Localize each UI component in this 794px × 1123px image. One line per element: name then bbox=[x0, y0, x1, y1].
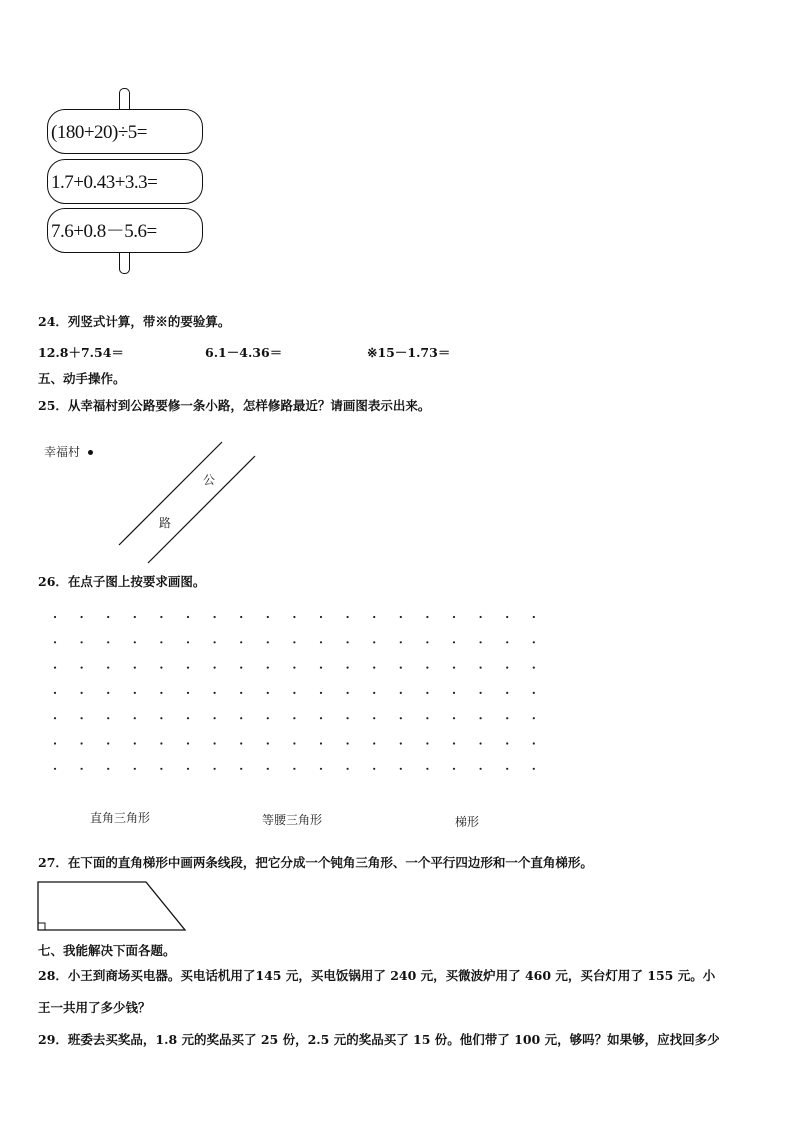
section-7-heading: 七、我能解决下面各题。 bbox=[38, 943, 176, 958]
q27-title: 27．在下面的直角梯形中画两条线段，把它分成一个钝角三角形、一个平行四边形和一个直角梯形。 bbox=[38, 855, 593, 870]
shape-label-isosceles-triangle: 等腰三角形 bbox=[262, 813, 323, 827]
road-char-1: 公 bbox=[203, 473, 216, 487]
q29-line-1: 29．班委去买奖品，1.8 元的奖品买了 25 份，2.5 元的奖品买了 15 份。他们带了 100 元，够吗？如果够，应找回多少 bbox=[38, 1032, 720, 1047]
q24-item-3: ※15－1.73＝ bbox=[367, 345, 451, 360]
skewer-expression-1: (180+20)÷5= bbox=[47, 109, 203, 154]
shape-label-right-triangle: 直角三角形 bbox=[90, 811, 151, 825]
skewer-expression-2: 1.7+0.43+3.3= bbox=[47, 159, 203, 204]
q28-line-1: 28．小王到商场买电器。买电话机用了145 元，买电饭锅用了 240 元，买微波炉用了 460 元，买台灯用了 155 元。小 bbox=[38, 968, 716, 983]
shape-label-trapezoid: 梯形 bbox=[455, 815, 480, 829]
q28-line-2: 王一共用了多少钱？ bbox=[38, 1000, 151, 1015]
q26-title: 26．在点子图上按要求画图。 bbox=[38, 574, 206, 589]
road-char-2: 路 bbox=[159, 516, 172, 530]
q25-title: 25．从幸福村到公路要修一条小路，怎样修路最近？请画图表示出来。 bbox=[38, 398, 431, 413]
q24-title: 24．列竖式计算，带※的要验算。 bbox=[38, 314, 231, 329]
q24-item-1: 12.8＋7.54＝ bbox=[38, 345, 124, 360]
village-name: 幸福村 bbox=[44, 445, 81, 459]
skewer-expression-3: 7.6+0.8－5.6= bbox=[47, 208, 203, 253]
section-5-heading: 五、动手操作。 bbox=[38, 371, 126, 386]
q24-item-2: 6.1－4.36＝ bbox=[205, 345, 283, 360]
right-angle-mark bbox=[38, 923, 45, 930]
